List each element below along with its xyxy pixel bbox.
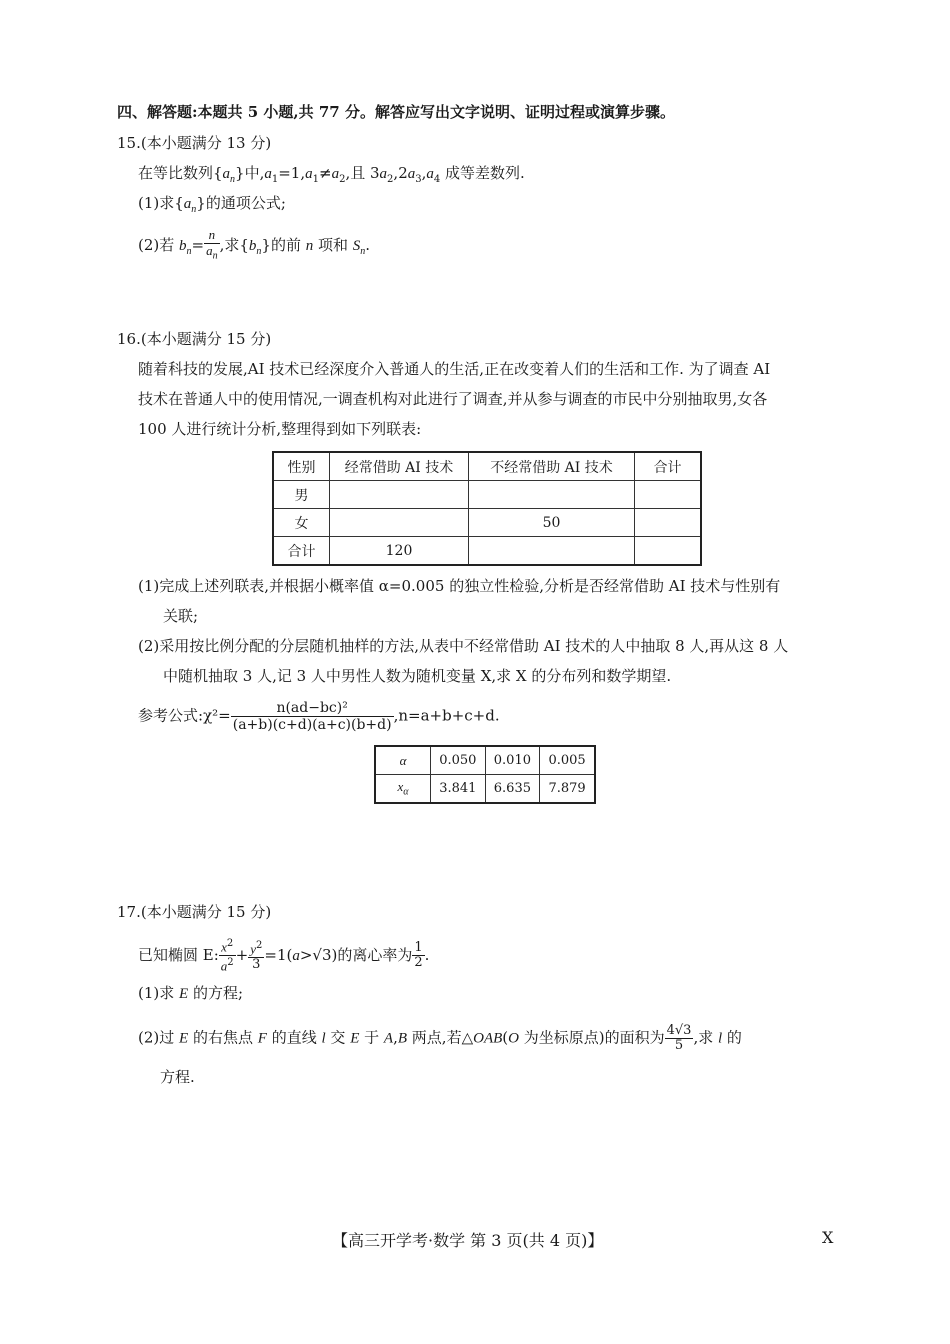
reference-table <box>374 745 596 804</box>
q17-stem-prefix: 已知椭圆 E: <box>138 945 219 964</box>
q16-part2-line2: 中随机抽取 3 人,记 3 人中男性人数为随机变量 X,求 X 的分布列和数学期望. <box>163 667 672 685</box>
table-cell: 男 <box>273 481 330 509</box>
table-cell: 120 <box>330 537 469 566</box>
q17-number: 17.(本小题满分 15 分) <box>117 903 272 921</box>
q16-part2-line1: (2)采用按比例分配的分层随机抽样的方法,从表中不经常借助 AI 技术的人中抽取 8 人,再从这 8 人 <box>138 637 789 655</box>
formula-label: 参考公式: <box>138 706 204 725</box>
table-cell: 0.005 <box>540 746 595 775</box>
table-row <box>273 509 701 537</box>
table-cell: 合计 <box>273 537 330 566</box>
q15-number: 15.(本小题满分 13 分) <box>117 134 272 152</box>
contingency-table <box>272 451 702 566</box>
q16-stem-line3: 100 人进行统计分析,整理得到如下列联表: <box>138 420 422 438</box>
table-cell <box>330 481 469 509</box>
table-cell <box>635 509 702 537</box>
q16-stem-line2: 技术在普通人中的使用情况,一调查机构对此进行了调查,并从参与调查的市民中分别抽取男,女各 <box>138 390 768 408</box>
table-cell: 6.635 <box>485 775 540 804</box>
q16-number: 16.(本小题满分 15 分) <box>117 330 272 348</box>
table-cell: 女 <box>273 509 330 537</box>
q17-part2-line1: (2)过 E 的右焦点 F 的直线 l 交 E 于 A,B 两点,若△OAB(O 为坐标原点)的面积为 $\frac{4√3}{5}$ ,求 l 的 <box>138 1023 742 1053</box>
table-cell <box>635 537 702 566</box>
table-cell <box>469 537 635 566</box>
table-cell: $x_\alpha$ <box>375 775 431 804</box>
table-cell <box>330 509 469 537</box>
q17-part1: (1)求 E 的方程; <box>138 984 244 1002</box>
formula-lhs: χ²= <box>203 706 231 725</box>
table-cell: 3.841 <box>431 775 486 804</box>
footer-mark: X <box>822 1228 834 1247</box>
table-row <box>375 746 595 775</box>
q15-part2: (2)若 $b_n=$ $\frac{n}{a_n}$ ,求$\{b_n\}$的前 n 项和 $S_n$. <box>138 227 371 262</box>
formula-denominator: (a+b)(c+d)(a+c)(b+d) <box>232 717 392 733</box>
table-header: 经常借助 AI 技术 <box>330 452 469 481</box>
table-row <box>273 481 701 509</box>
q16-formula <box>138 700 500 733</box>
q16-part1-line2: 关联; <box>163 607 199 625</box>
section-heading: 四、解答题:本题共 5 小题,共 77 分。解答应写出文字说明、证明过程或演算步骤。 <box>117 103 675 121</box>
table-cell <box>469 481 635 509</box>
table-header: 不经常借助 AI 技术 <box>469 452 635 481</box>
table-cell: 7.879 <box>540 775 595 804</box>
q17-stem: 已知椭圆 E: $\frac{x^2}{a^2}$ + $\frac{y^2}{3}$ =1(a>√3)的离心率为 $\frac{1}{2}$ . <box>138 938 430 974</box>
table-cell <box>635 481 702 509</box>
q17-part2-line2: 方程. <box>160 1068 195 1086</box>
table-header: 合计 <box>635 452 702 481</box>
formula-tail: ,n=a+b+c+d. <box>393 706 500 725</box>
table-cell: 50 <box>469 509 635 537</box>
q15-stem: 在等比数列$\{a_n\}$中$,a_1=1,a_1\ne a_2$,且 $3a_2,2a_3,a_4$ 成等差数列. <box>138 164 525 185</box>
table-cell: α <box>375 746 431 775</box>
table-row <box>273 537 701 566</box>
q16-stem-line1: 随着科技的发展,AI 技术已经深度介入普通人的生活,正在改变着人们的生活和工作. 为了调查 AI <box>138 360 771 378</box>
q16-part1-line1: (1)完成上述列联表,并根据小概率值 α=0.005 的独立性检验,分析是否经常借助 AI 技术与性别有 <box>138 577 781 595</box>
table-row <box>375 775 595 804</box>
q15-part1: (1)求$\{a_n\}$的通项公式; <box>138 194 286 215</box>
table-cell: 0.010 <box>485 746 540 775</box>
table-cell: 0.050 <box>431 746 486 775</box>
formula-numerator: n(ad−bc)² <box>231 700 394 717</box>
table-header-row <box>273 452 701 481</box>
table-header: 性别 <box>273 452 330 481</box>
page-footer: 【高三开学考·数学 第 3 页(共 4 页)】 <box>332 1231 604 1250</box>
